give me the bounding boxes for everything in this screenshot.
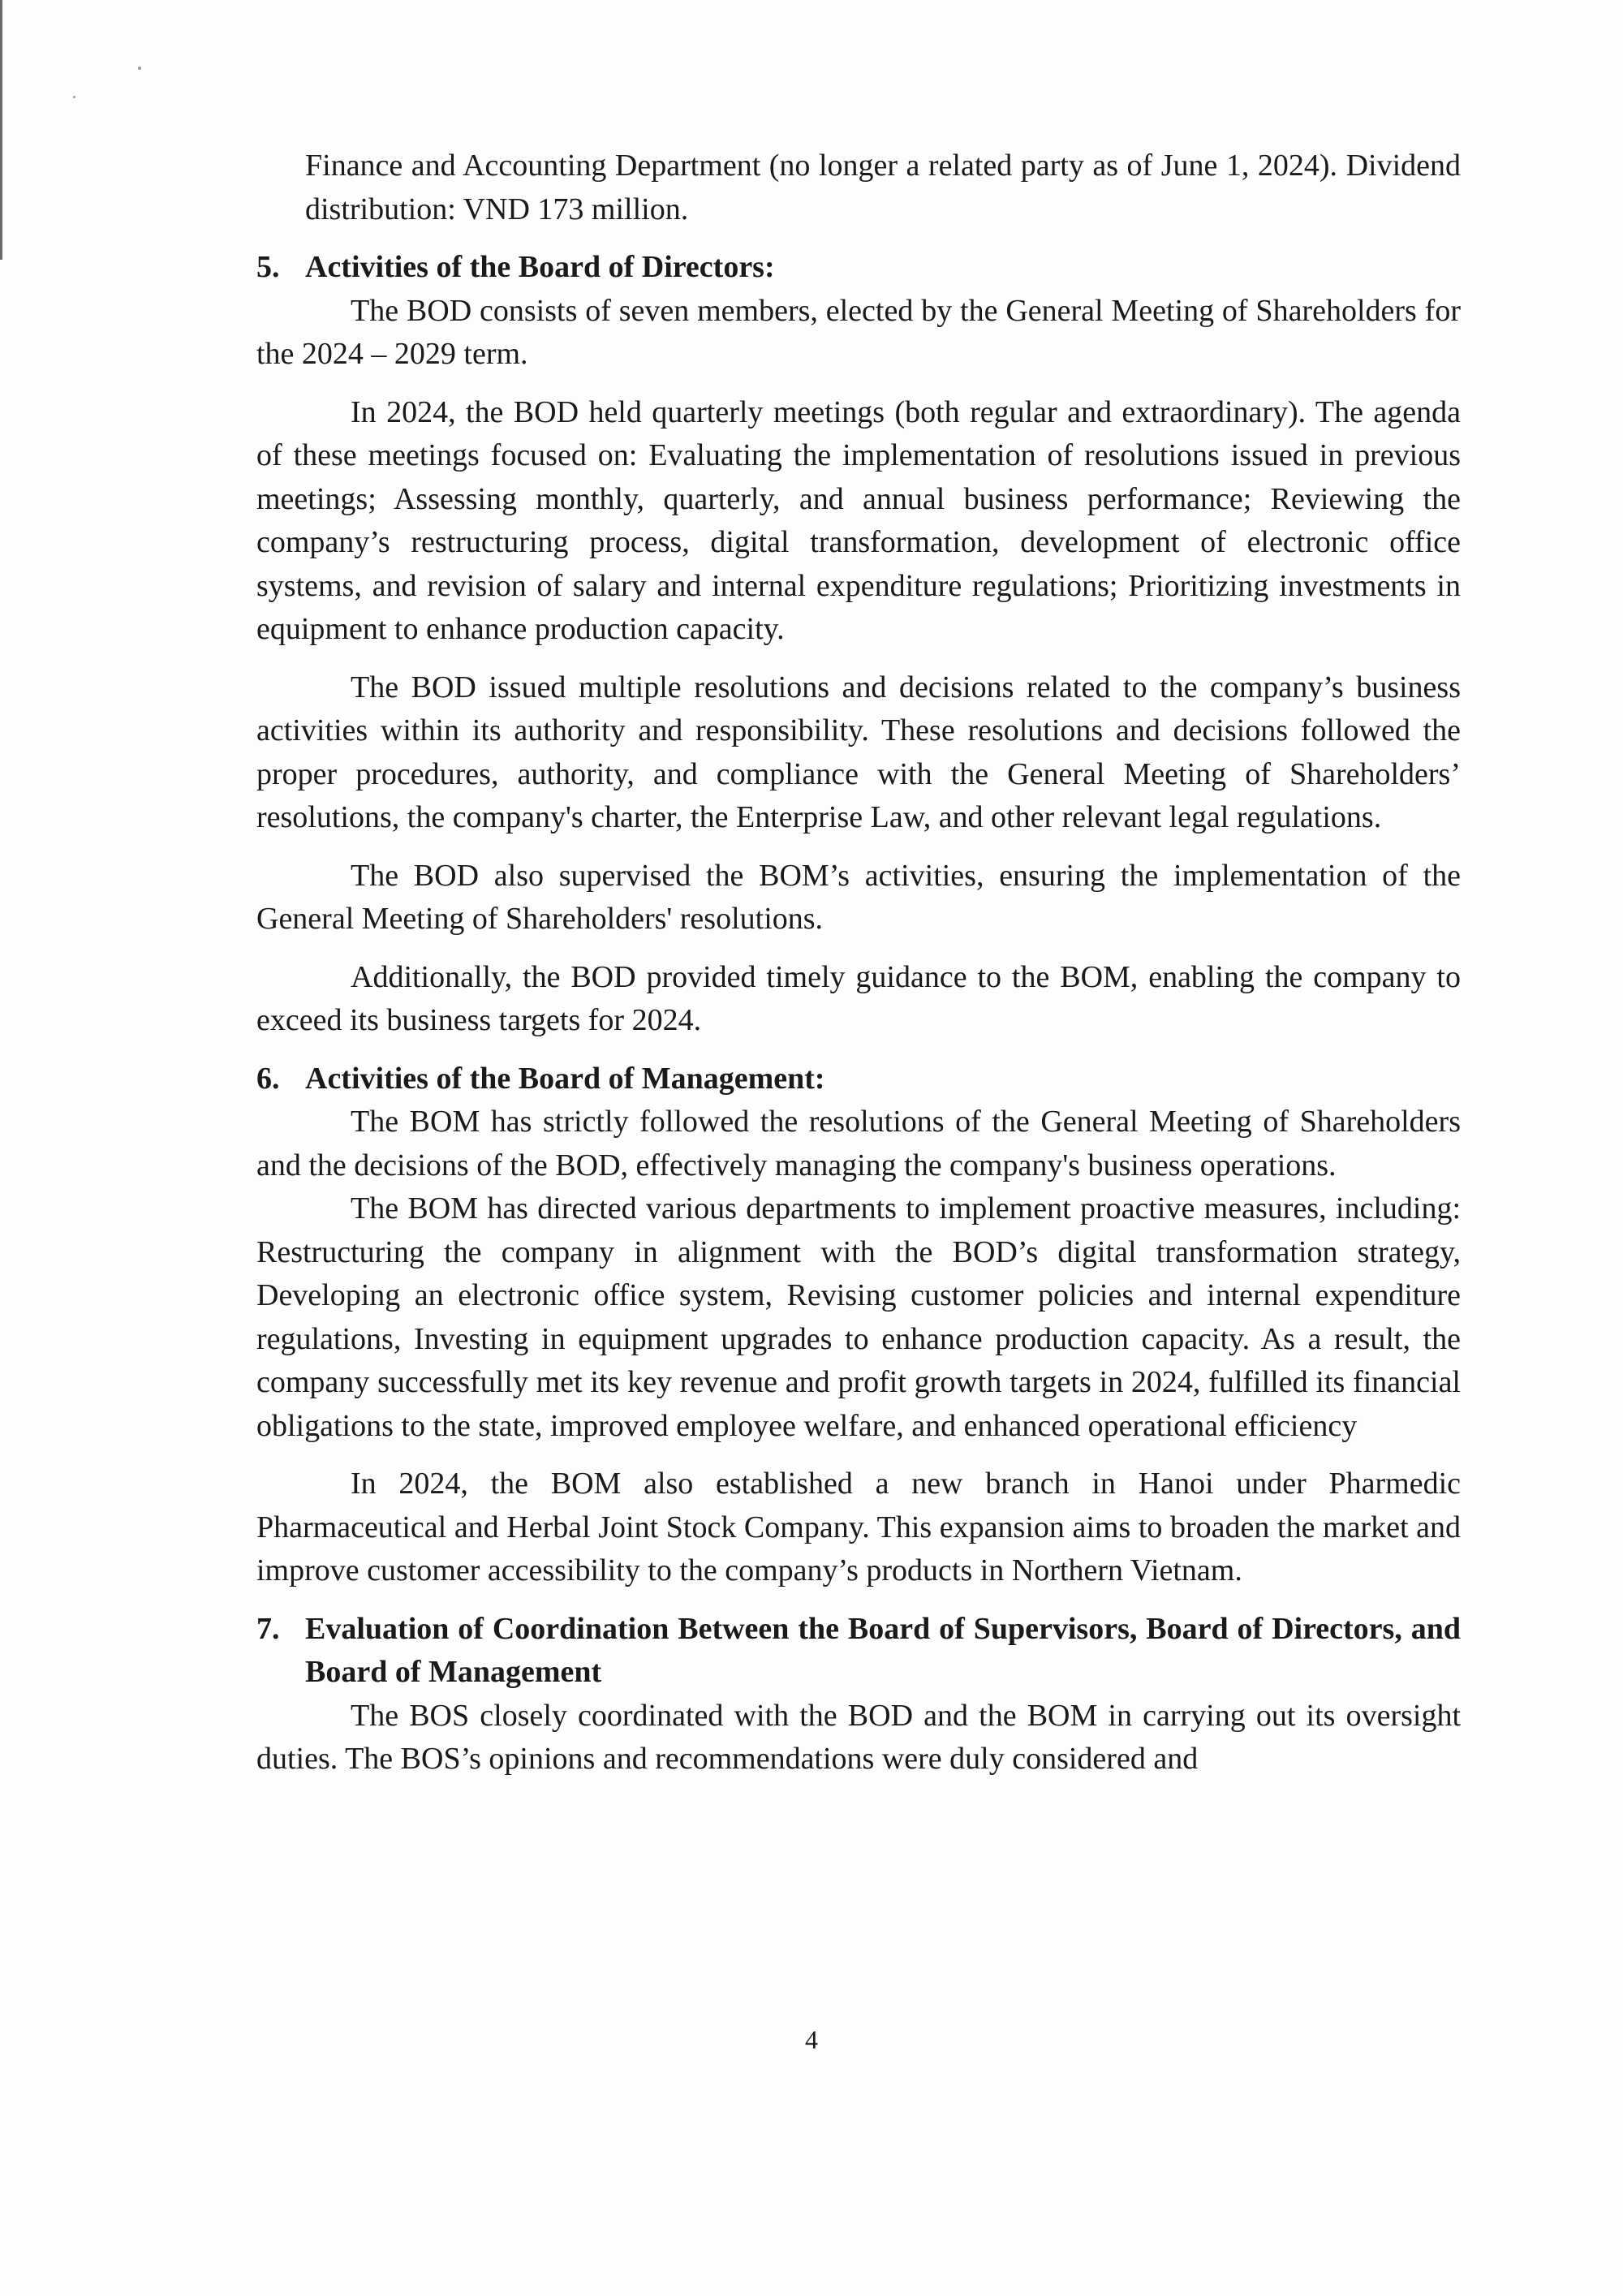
- paragraph: The BOM has directed various departments to implement proactive measures, including: Restructuring the company in alignment with the BOD’s digital transformation strategy, Developing an electronic office system, Revising customer policies and internal expenditure regulations, Investing in equipment upgrades to enhance production capacity. As a result, the company successfully met its key revenue and profit growth targets in 2024, fulfilled its financial obligations to the state, improved employee welfare, and enhanced operational efficiency: [256, 1191, 1461, 1443]
- page-number: 4: [805, 2025, 818, 2054]
- section-7-heading: [256, 1608, 1461, 1695]
- section-6-number: 6.: [256, 1061, 280, 1096]
- paragraph: Additionally, the BOD provided timely guidance to the BOM, enabling the company to exceed its business targets for 2024.: [256, 959, 1461, 1037]
- scan-edge-line: [0, 0, 2, 260]
- section-7-number: 7.: [256, 1611, 280, 1646]
- section-5-heading: [256, 246, 1461, 290]
- paragraph: In 2024, the BOD held quarterly meetings (both regular and extraordinary). The agenda of these meetings focused on: Evaluating the implementation of resolutions issued in previous meetings; Assessing monthly, quarterly, and annual business performance; Reviewing the company’s restructuring process, digital transformation, development of electronic office systems, and revision of salary and internal expenditure regulations; Prioritizing investments in equipment to enhance production capacity.: [256, 394, 1461, 646]
- paragraph: The BOM has strictly followed the resolutions of the General Meeting of Shareholders and the decisions of the BOD, effectively managing the company's business operations.: [256, 1105, 1461, 1182]
- section-5-number: 5.: [256, 250, 280, 284]
- paragraph: The BOS closely coordinated with the BOD and the BOM in carrying out its oversight duties. The BOS’s opinions and recommendations were duly considered and: [256, 1698, 1461, 1776]
- paragraph: The BOD issued multiple resolutions and decisions related to the company’s business activities within its authority and responsibility. These resolutions and decisions followed the proper procedures, authority, and compliance with the General Meeting of Shareholders’ resolutions, the company's charter, the Enterprise Law, and other relevant legal regulations.: [256, 670, 1461, 834]
- scan-speck: [138, 67, 141, 70]
- paragraph: The BOD also supervised the BOM’s activities, ensuring the implementation of the General Meeting of Shareholders' resolutions.: [256, 858, 1461, 936]
- paragraph: In 2024, the BOM also established a new branch in Hanoi under Pharmedic Pharmaceutical and Herbal Joint Stock Company. This expansion aims to broaden the market and improve customer accessibility to the company’s products in Northern Vietnam.: [256, 1467, 1461, 1587]
- section-6-heading: [256, 1058, 1461, 1101]
- continuation-paragraph: Finance and Accounting Department (no longer a related party as of June 1, 2024). Dividend distribution: VND 173 million.: [305, 149, 1461, 226]
- scan-speck: [73, 96, 75, 98]
- paragraph: The BOD consists of seven members, elected by the General Meeting of Shareholders for the 2024 – 2029 term.: [256, 293, 1461, 371]
- section-6-title: Activities of the Board of Management:: [305, 1061, 825, 1096]
- document-body: [256, 144, 1461, 1781]
- section-7-title: Evaluation of Coordination Between the Board of Supervisors, Board of Directors, and Board of Management: [305, 1611, 1461, 1689]
- section-5-title: Activities of the Board of Directors:: [305, 250, 775, 284]
